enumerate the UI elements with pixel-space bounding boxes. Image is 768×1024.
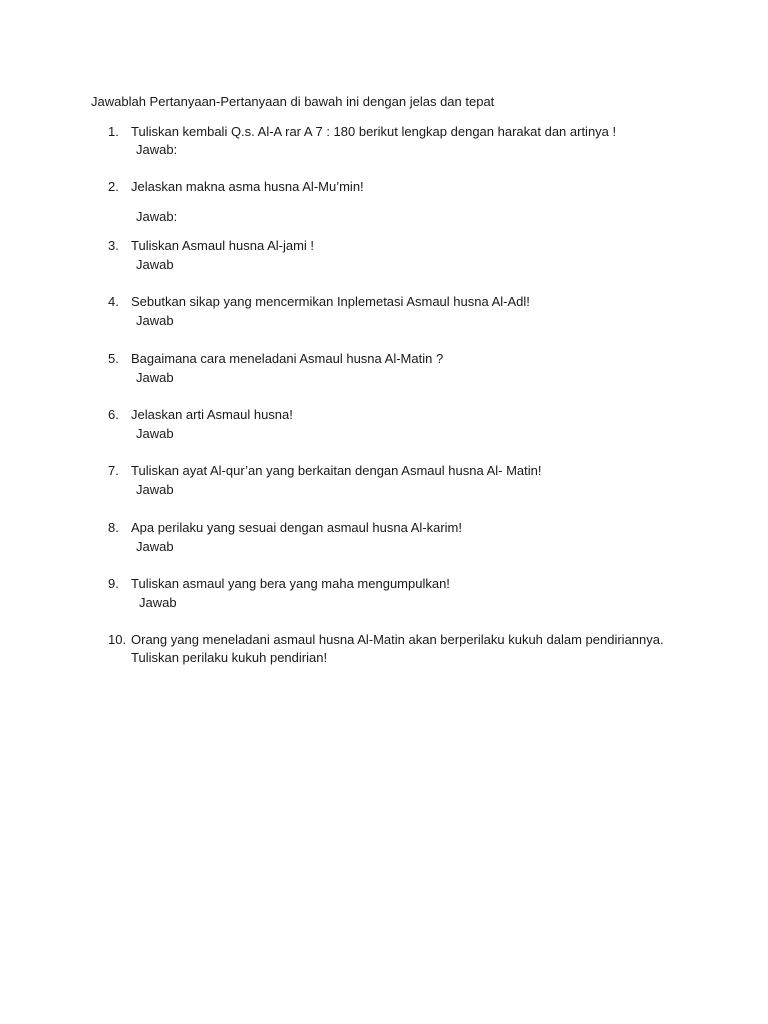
answer-label: Jawab: <box>136 209 178 224</box>
question-number: 4. <box>108 294 119 309</box>
question-number: 6. <box>108 407 119 422</box>
answer-label: Jawab <box>136 426 174 441</box>
question-number: 10. <box>108 632 127 647</box>
question-number: 2. <box>108 179 119 194</box>
question-number: 8. <box>108 520 119 535</box>
answer-label: Jawab <box>136 482 174 497</box>
answer-label: Jawab <box>136 539 174 554</box>
question-text-line-2: Tuliskan perilaku kukuh pendirian! <box>131 650 328 665</box>
question-number: 9. <box>108 576 119 591</box>
question-text: Bagaimana cara meneladani Asmaul husna Al-Matin ? <box>131 351 444 366</box>
answer-label: Jawab <box>136 313 174 328</box>
question-text: Jelaskan arti Asmaul husna! <box>131 407 293 422</box>
question-number: 7. <box>108 463 119 478</box>
question-text: Tuliskan asmaul yang bera yang maha mengumpulkan! <box>131 576 450 591</box>
answer-label: Jawab: <box>136 142 178 157</box>
answer-label: Jawab <box>136 257 174 272</box>
question-text: Tuliskan Asmaul husna Al-jami ! <box>131 238 315 253</box>
question-text: Tuliskan kembali Q.s. Al-A rar A 7 : 180 berikut lengkap dengan harakat dan artinya ! <box>131 124 617 139</box>
answer-label: Jawab <box>139 595 177 610</box>
question-number: 1. <box>108 124 119 139</box>
question-text: Apa perilaku yang sesuai dengan asmaul husna Al-karim! <box>131 520 462 535</box>
answer-label: Jawab <box>136 370 174 385</box>
instruction-text: Jawablah Pertanyaan-Pertanyaan di bawah ini dengan jelas dan tepat <box>91 94 495 109</box>
question-text: Jelaskan makna asma husna Al-Mu’min! <box>131 179 364 194</box>
question-text: Tuliskan ayat Al-qur’an yang berkaitan dengan Asmaul husna Al- Matin! <box>131 463 542 478</box>
question-text: Orang yang meneladani asmaul husna Al-Matin akan berperilaku kukuh dalam pendiriannya. <box>131 632 664 647</box>
question-number: 3. <box>108 238 119 253</box>
question-number: 5. <box>108 351 119 366</box>
question-text: Sebutkan sikap yang mencermikan Inplemetasi Asmaul husna Al-Adl! <box>131 294 530 309</box>
